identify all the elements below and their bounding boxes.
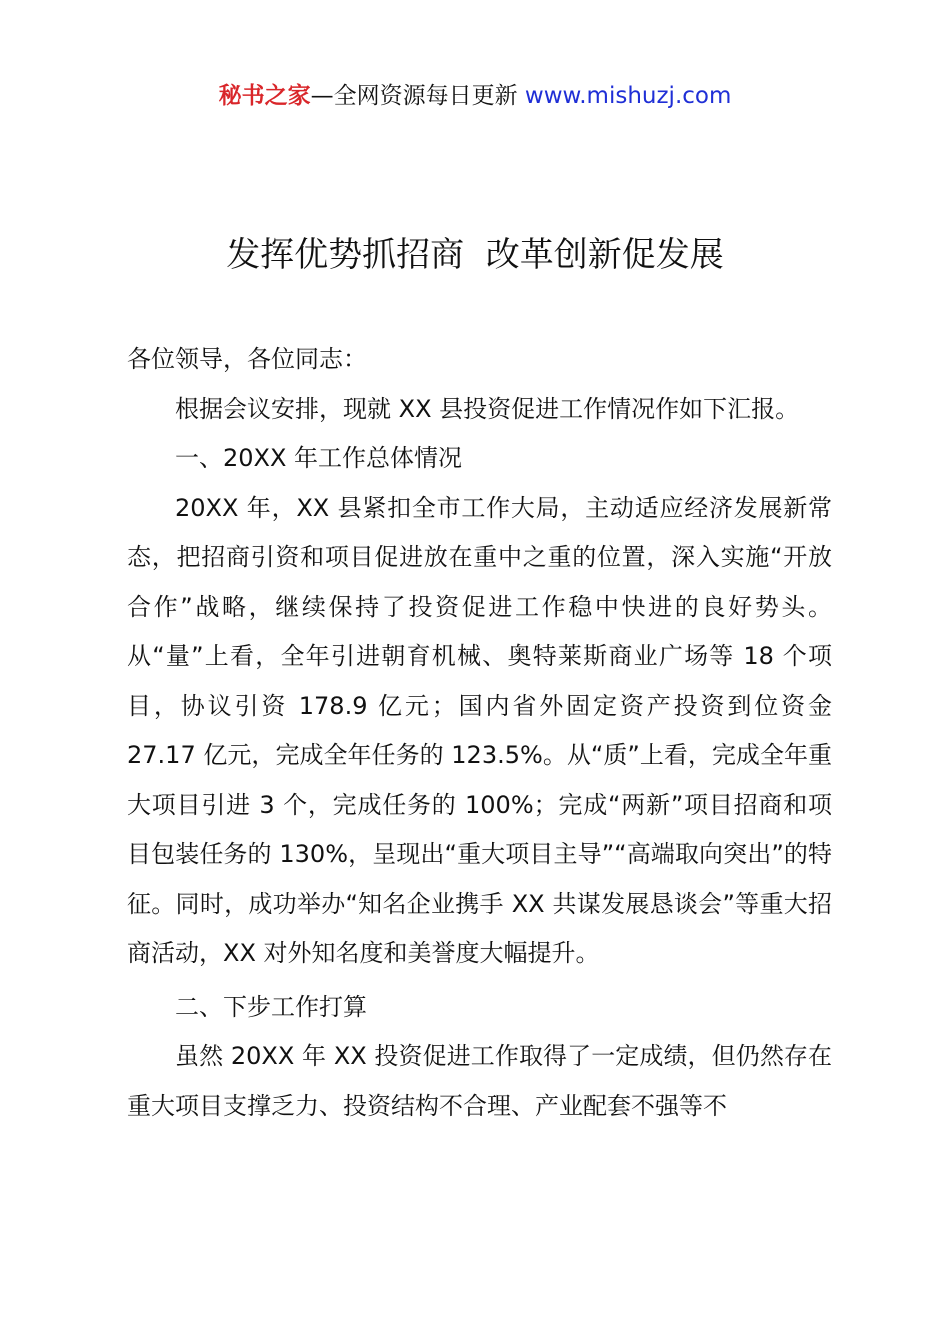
document-body [127, 335, 832, 1131]
site-brand: 秘书之家 [218, 83, 311, 109]
site-header [0, 80, 950, 112]
site-slogan: —全网资源每日更新 [310, 83, 525, 109]
section-1-paragraph: 20XX 年，XX 县紧扣全市工作大局，主动适应经济发展新常态，把招商引资和项目促进放在重中之重的位置，深入实施“开放合作”战略，继续保持了投资促进工作稳中快进的良好势头。从“量”上看，全年引进朝育机械、奥特莱斯商业广场等 18 个项目，协议引资 178.9 亿元；国内省外固定资产投资到位资金 27.17 亿元，完成全年任务的 123.5%。从“质”上看，完成全年重大项目引进 3 个，完成任务的 100%；完成“两新”项目招商和项目包装任务的 130%，呈现出“重大项目主导”“高端取向突出”的特征。同时，成功举办“知名企业携手 XX 共谋发展恳谈会”等重大招商活动，XX 对外知名度和美誉度大幅提升。 [127, 493, 832, 967]
section-1-heading: 一、20XX 年工作总体情况 [175, 444, 463, 472]
section-2-paragraph: 虽然 20XX 年 XX 投资促进工作取得了一定成绩，但仍然存在重大项目支撑乏力、投资结构不合理、产业配套不强等不 [127, 1042, 832, 1120]
intro-paragraph: 根据会议安排，现就 XX 县投资促进工作情况作如下汇报。 [175, 394, 800, 423]
section-2-heading: 二、下步工作打算 [175, 992, 367, 1021]
site-url-link[interactable]: www.mishuzj.com [524, 83, 732, 109]
salutation: 各位领导，各位同志： [127, 345, 367, 373]
document-title: 发挥优势抓招商 改革创新促发展 [226, 235, 724, 275]
